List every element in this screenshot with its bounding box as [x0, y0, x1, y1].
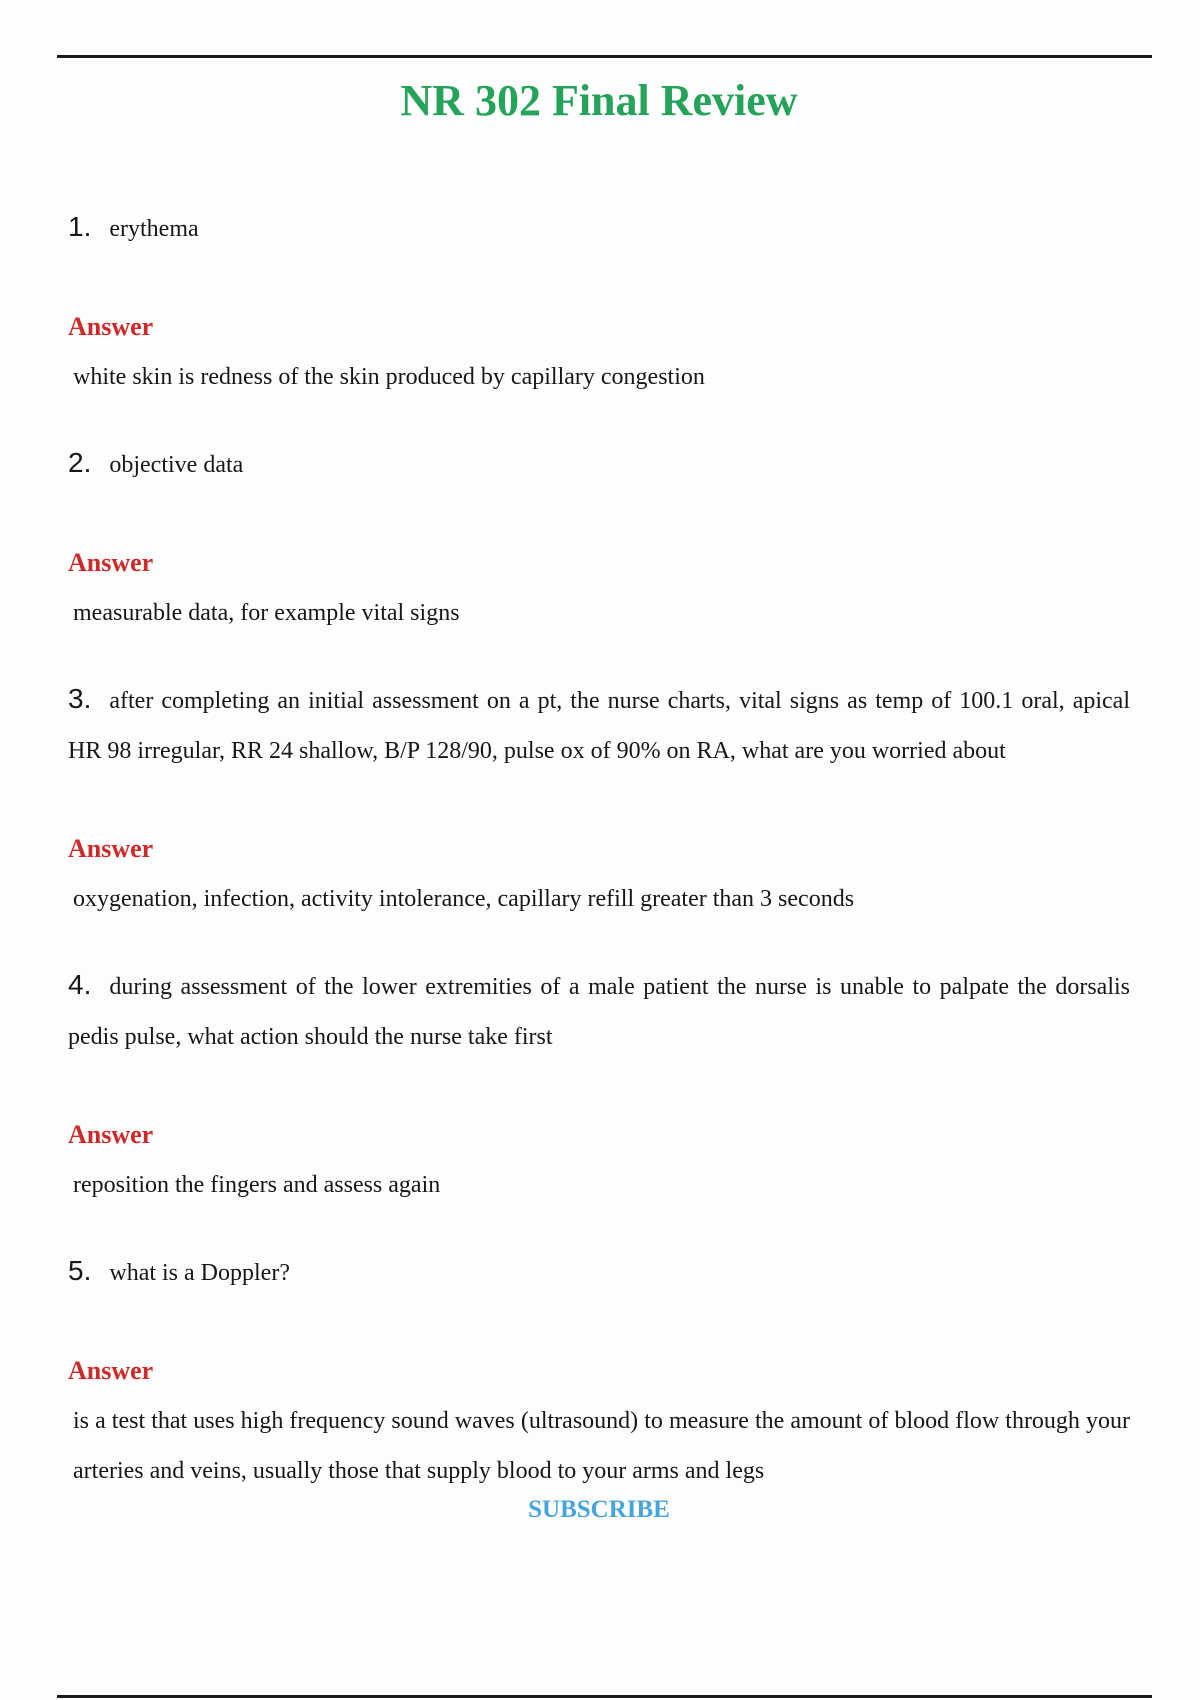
- answer-label: Answer: [68, 548, 154, 577]
- question-number: 3.: [68, 683, 92, 714]
- answer-label: Answer: [68, 1356, 154, 1385]
- answer-text: measurable data, for example vital signs: [73, 600, 460, 626]
- question-body: erythema: [109, 216, 199, 242]
- qa-item-4: [68, 960, 1130, 1210]
- question-text: [68, 1246, 1130, 1298]
- question-body: objective data: [109, 452, 244, 478]
- qa-item-2: [68, 438, 1130, 638]
- answer-text: white skin is redness of the skin produced by capillary congestion: [73, 364, 705, 390]
- document-content: [68, 126, 1130, 1496]
- top-rule: [57, 55, 1152, 58]
- question-number: 5.: [68, 1255, 92, 1286]
- subscribe-link[interactable]: SUBSCRIBE: [528, 1496, 670, 1523]
- question-text: [68, 960, 1130, 1062]
- question-number: 1.: [68, 211, 92, 242]
- qa-item-1: [68, 202, 1130, 402]
- qa-item-5: [68, 1246, 1130, 1496]
- answer-text: reposition the fingers and assess again: [73, 1172, 441, 1198]
- page-title: NR 302 Final Review: [400, 76, 798, 125]
- question-number: 2.: [68, 447, 92, 478]
- answer-label: Answer: [68, 1120, 154, 1149]
- answer-text: is a test that uses high frequency sound waves (ultrasound) to measure the amount of blood flow through your arteries and veins, usually those that supply blood to your arms and legs: [73, 1408, 1130, 1484]
- question-text: [68, 438, 1130, 490]
- qa-item-3: [68, 674, 1130, 924]
- question-number: 4.: [68, 969, 92, 1000]
- question-body: after completing an initial assessment on a pt, the nurse charts, vital signs as temp of 100.1 oral, apical HR 98 irregular, RR 24 shallow, B/P 128/90, pulse ox of 90% on RA, what are you worried about: [68, 688, 1130, 764]
- question-text: [68, 202, 1130, 254]
- question-body: what is a Doppler?: [109, 1260, 290, 1286]
- question-text: [68, 674, 1130, 776]
- answer-text: oxygenation, infection, activity intolerance, capillary refill greater than 3 seconds: [73, 886, 855, 912]
- answer-label: Answer: [68, 834, 154, 863]
- answer-label: Answer: [68, 312, 154, 341]
- question-body: during assessment of the lower extremities of a male patient the nurse is unable to palpate the dorsalis pedis pulse, what action should the nurse take first: [68, 974, 1130, 1050]
- bottom-rule: [57, 1695, 1152, 1698]
